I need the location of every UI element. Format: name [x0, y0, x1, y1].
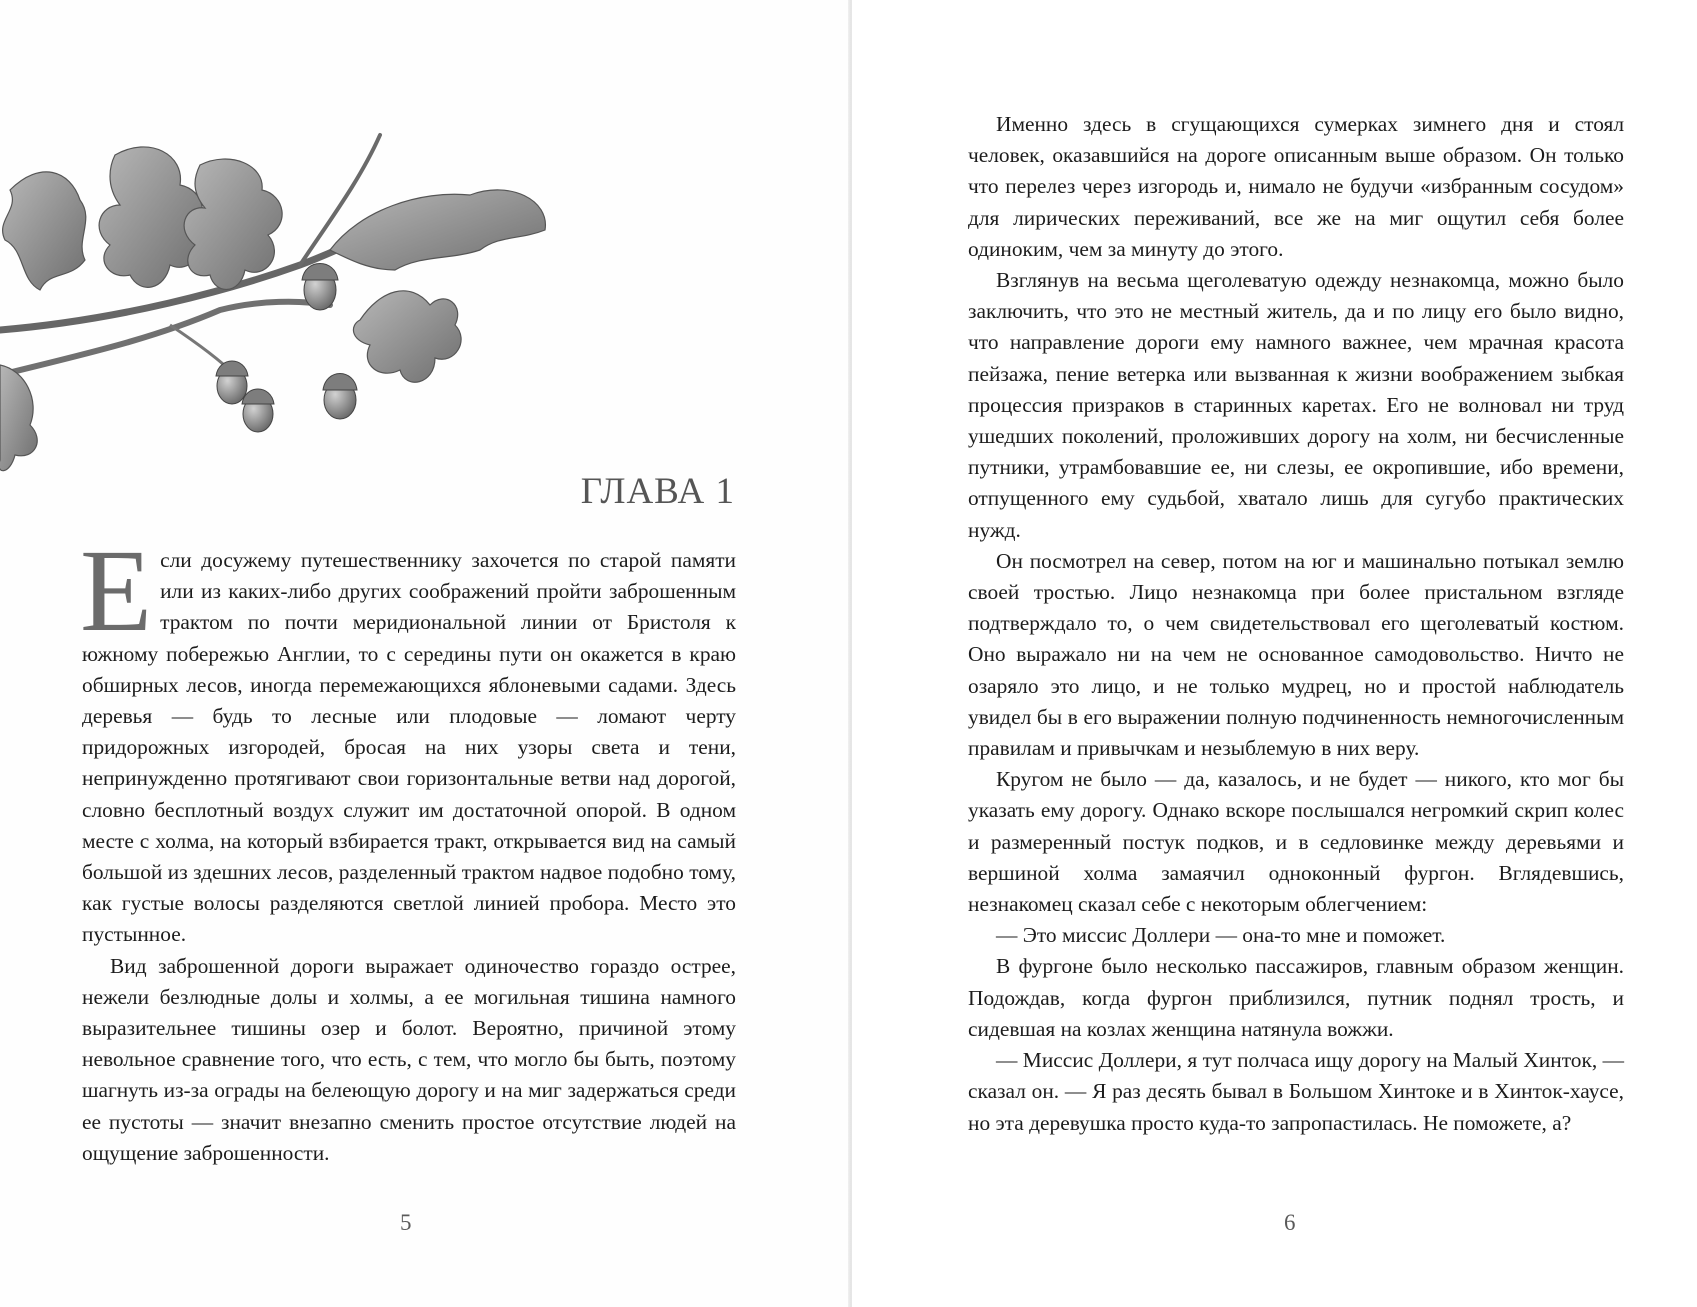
right-page — [852, 0, 1697, 1307]
chapter-title: ГЛАВА 1 — [580, 471, 735, 512]
left-page-text — [80, 525, 736, 1169]
paragraph: Именно здесь в сгущающихся сумерках зимнего дня и стоял человек, оказавшийся на дороге описанным выше образом. Он только что перелез через изгородь и, нимало не будучи «избранным сосудом» для лирических переживаний, все же на миг ощутил себя более одиноким, чем за минуту до этого. — [968, 112, 1624, 261]
page-number: 5 — [400, 1210, 412, 1235]
paragraph: В фургоне было несколько пассажиров, главным образом женщин. Подождав, когда фургон приблизился, путник поднял трость, и сидевшая на козлах женщина натянула вожжи. — [968, 954, 1624, 1041]
paragraph: Вид заброшенной дороги выражает одиночество гораздо острее, нежели безлюдные долы и холмы, а ее могильная тишина намного выразительнее тишины озер и болот. Вероятно, причиной этому невольное сравнение того, что есть, с тем, что могло бы быть, поэтому шагнуть из-за ограды на белеющую дорогу и на миг задержаться среди ее пустоты — значит внезапно сменить простое отсутствие людей на ощущение заброшенности. — [82, 953, 736, 1165]
paragraph: Взглянув на весьма щеголеватую одежду незнакомца, можно было заключить, что это не местный житель, да и по лицу его было видно, что направление дороги ему намного важнее, чем мрачная красота пейзажа, пение ветерка или вызванная к жизни воображением зыбкая процессия призраков в старинных каретах. Его не волновал ни труд ушедших поколений, проложивших дорогу на холм, ни бесчисленные путники, утрамбовавшие ее, ни слезы, ее окропившие, ибо времени, отпущенного ему судьбой, хватало лишь для сугубо практических нужд. — [968, 268, 1624, 542]
drop-cap: Е — [80, 525, 153, 656]
oak-branch-illustration — [0, 130, 600, 500]
page-number: 6 — [1284, 1210, 1296, 1235]
paragraph: Если досужему путешественнику захочется по старой памяти или из каких-либо других соображений пройти заброшенным трактом по почти меридиональной линии от Бристоля к южному побережью Англии, то с середины пути он окажется в краю обширных лесов, иногда перемежающихся яблоневыми садами. Здесь деревья — будь то лесные или плодовые — ломают черту придорожных изгородей, бросая на них узоры света и тени, непринужденно протягивают свои горизонтальные ветви над дорогой, словно бесплотный воздух служит им достаточной опорой. В одном месте с холма, на который взбирается тракт, открывается вид на самый большой из здешних лесов, разделенный трактом надвое подобно тому, как густые волосы разделяются светлой линией пробора. Место это пустынное. — [80, 525, 736, 947]
dialogue-line: — Это миссис Доллери — она-то мне и поможет. — [996, 923, 1446, 948]
paragraph: Он посмотрел на север, потом на юг и машинально потыкал землю своей тростью. Лицо незнакомца при более пристальном взгляде подтверждало то, о чем свидетельствовал его щеголеватый костюм. Оно выражало ни на чем не основанное самодовольство. Ничто не озаряло это лицо, и не только мудрец, но и простой наблюдатель увидел бы в его выражении полную подчиненность немногочисленным правилам и привычкам и незыблемую в них веру. — [968, 548, 1624, 761]
right-page-text — [968, 109, 1624, 1139]
paragraph: Кругом не было — да, казалось, и не будет — никого, кто мог бы указать ему дорогу. Однако вскоре послышался негромкий скрип колес и размеренный постук подков, и в седловинке между деревьями и вершиной холма замаячил одноконный фургон. Вглядевшись, незнакомец сказал себе с некоторым облегчением: — [968, 767, 1624, 917]
acorn-icon — [302, 264, 338, 311]
dialogue-line: — Миссис Доллери, я тут полчаса ищу дорогу на Малый Хинток, — сказал он. — Я раз десять бывал в Большом Хинтоке и в Хинток-хаусе, но эта деревушка просто куда-то запропастилась. Не поможете, а? — [968, 1048, 1624, 1135]
